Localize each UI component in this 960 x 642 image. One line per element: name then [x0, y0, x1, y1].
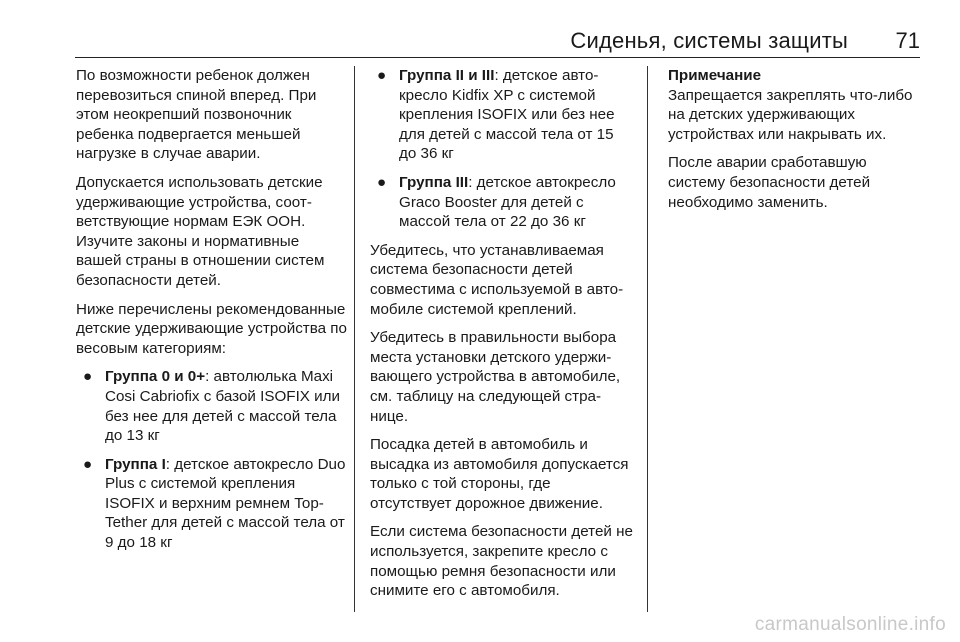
group-label: Группа III [399, 173, 469, 191]
list-item [370, 66, 633, 164]
group-text: : детское автокресло Graco Booster для детей с массой тела от 22 до 36 кг [399, 173, 616, 231]
page-header [0, 0, 960, 58]
list-item [76, 455, 348, 553]
column-divider [354, 66, 355, 612]
bullet-icon: ● [83, 455, 93, 473]
note-text: Запрещается закреплять что-либо на детских удерживающих устройствах или накрывать их. [668, 86, 913, 143]
list-item [76, 367, 348, 445]
group-text: : автолюлька Maxi Cosi Cabriofix с базой ISOFIX или без нее для детей с массой тела до 13 кг [105, 368, 340, 445]
paragraph: По возможности ребенок должен перевозиться спиной вперед. При этом неокрепший позвоночник ребенка подвергается меньшей нагрузке в случае аварии. [76, 67, 317, 163]
column-2 [370, 66, 633, 610]
paragraph: Если система безопасности детей не используется, закрепите кресло с помощью ремня безопасности или снимите его с автомобиля. [370, 523, 633, 600]
watermark: carmanualsonline.info [754, 614, 946, 635]
column-divider [647, 66, 648, 612]
group-text: : детское автокресло Duo Plus с системой крепления ISOFIX и верхним ремнем Top-Tether для детей с массой тела от 9 до 18 кг [105, 455, 346, 552]
paragraph: Убедитесь, что устанавливаемая система безопасности детей совместима с используемой в автомобиле системой креплений. [370, 241, 624, 318]
bullet-icon: ● [83, 368, 93, 386]
section-title: Сиденья, системы защиты [570, 28, 848, 53]
paragraph: Посадка детей в автомобиль и высадка из автомобиля допускается только с той стороны, где отсутствует дорожное движение. [370, 436, 629, 512]
bullet-icon: ● [377, 173, 387, 191]
paragraph: Убедитесь в правильности выбора места установки детского удерживающего устройства в автомобиле, см. таблицу на следующей странице. [370, 329, 621, 425]
group-label: Группа 0 и 0+ [105, 368, 206, 386]
group-text: : детское автокресло Kidfix XP с системой крепления ISOFIX или без нее для детей с массой тела от 15 до 36 кг [399, 67, 615, 163]
paragraph: После аварии сработавшую систему безопасности детей необходимо заменить. [668, 154, 871, 211]
paragraph: Ниже перечислены рекомендованные детские удерживающие устройства по весовым категориям: [76, 300, 347, 357]
group-label: Группа I [105, 455, 166, 473]
list-item [370, 173, 633, 232]
note-title: Примечание [668, 67, 762, 84]
group-label: Группа II и III [399, 67, 495, 84]
bullet-icon: ● [377, 67, 387, 84]
column-3 [668, 66, 918, 221]
column-1 [76, 66, 348, 562]
paragraph: Допускается использовать детские удерживающие устройства, соответствующие нормам ЕЭК ООН. Изучите законы и нормативные вашей страны в отношении систем безопасности детей. [76, 173, 325, 289]
header-rule [75, 57, 920, 58]
page-number: 71 [895, 28, 920, 53]
